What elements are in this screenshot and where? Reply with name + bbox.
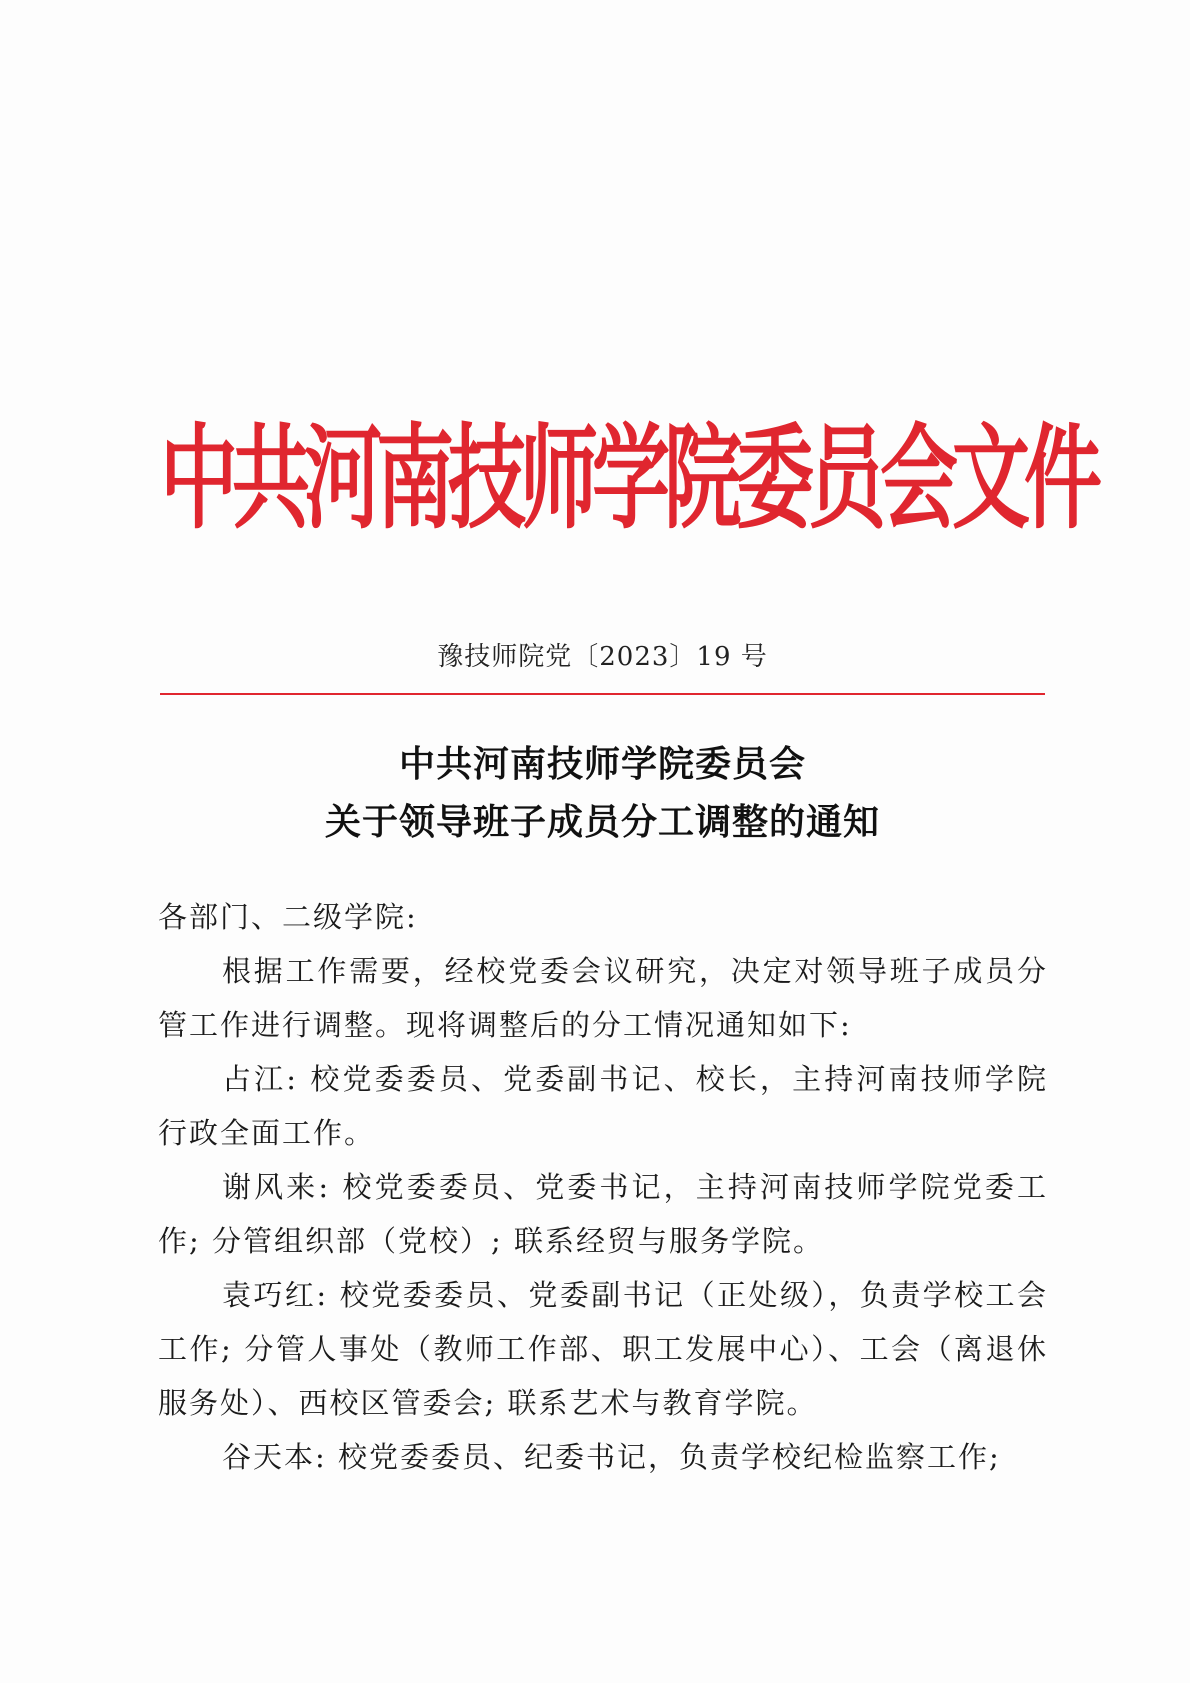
paragraph-intro: 根据工作需要，经校党委会议研究，决定对领导班子成员分管工作进行调整。现将调整后的分工情况通知如下: xyxy=(158,954,1048,1042)
notice-body xyxy=(158,890,1048,1484)
notice-title-line-1: 中共河南技师学院委员会 xyxy=(398,744,806,785)
paragraph-yuan-qiaohong: 袁巧红: 校党委委员、党委副书记（正处级），负责学校工会工作; 分管人事处（教师工作部、职工发展中心）、工会（离退休服务处）、西校区管委会; 联系艺术与教育学院。 xyxy=(158,1278,1048,1420)
paragraph-gu-tianben: 谷天本: 校党委委员、纪委书记，负责学校纪检监察工作; xyxy=(222,1440,1001,1474)
notice-title-line-2: 关于领导班子成员分工调整的通知 xyxy=(324,802,880,843)
document-number: 豫技师院党〔2023〕19 号 xyxy=(437,642,768,672)
masthead-title: 中共河南技师学院委员会文件 xyxy=(160,414,1097,546)
salutation: 各部门、二级学院: xyxy=(158,900,418,934)
paragraph-zhan-jiang: 占江: 校党委委员、党委副书记、校长，主持河南技师学院行政全面工作。 xyxy=(158,1062,1048,1150)
paragraph-xie-fenglai: 谢风来: 校党委委员、党委书记，主持河南技师学院党委工作; 分管组织部（党校）; 联系经贸与服务学院。 xyxy=(158,1170,1048,1258)
red-divider-line xyxy=(160,693,1045,695)
